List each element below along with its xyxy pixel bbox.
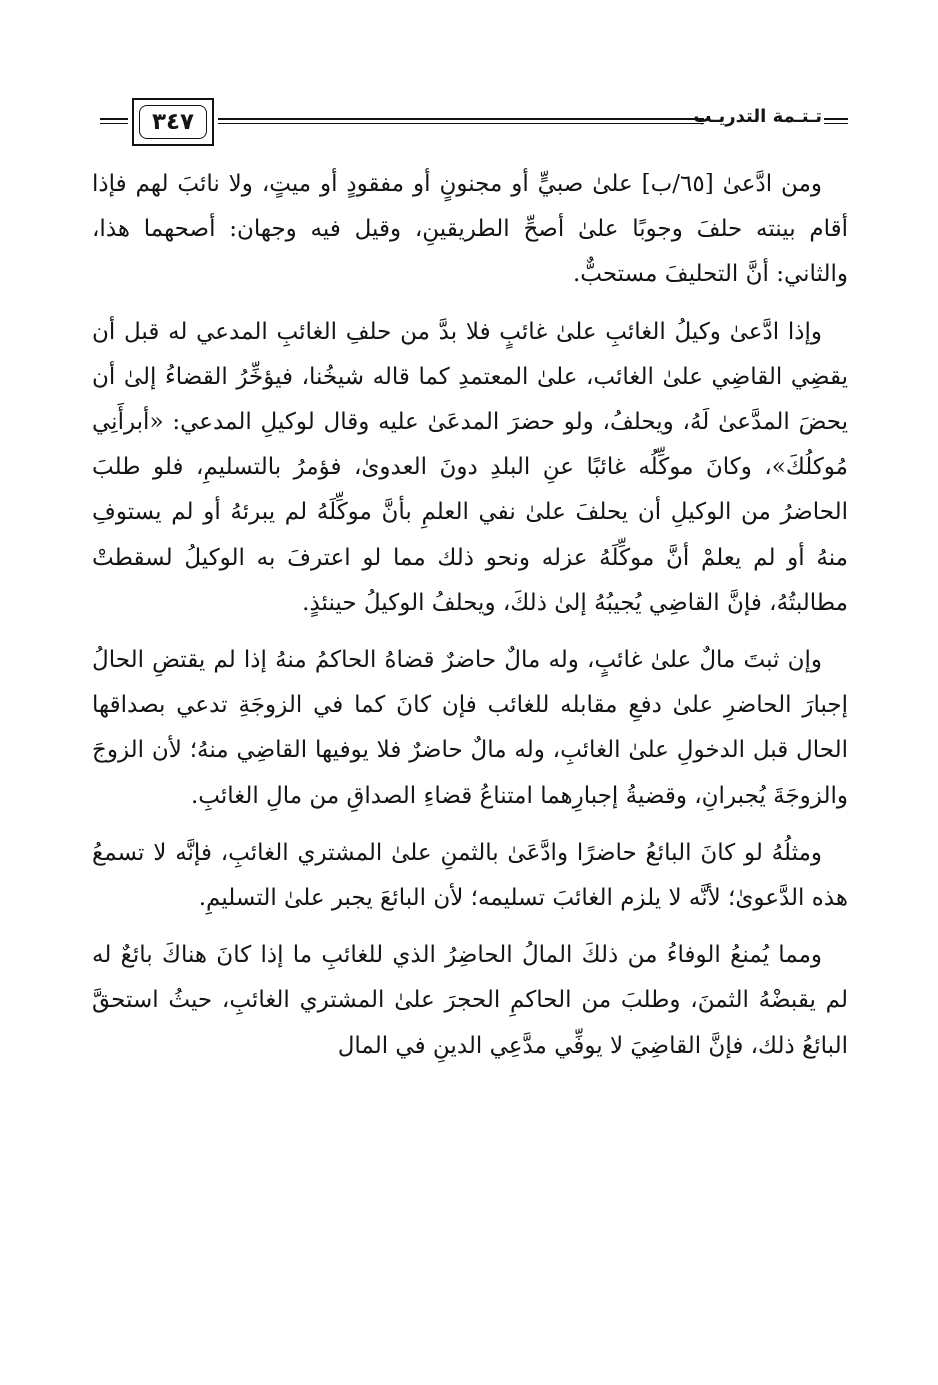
- paragraph: وإن ثبتَ مالٌ علىٰ غائبٍ، وله مالٌ حاضرٌ قضاهُ الحاكمُ منهُ إذا لم يقتضِ الحالُ إجبارَ الحاضرِ علىٰ دفعِ مقابله للغائب فإن كانَ كما في الزوجَةِ تدعي بصداقها الحال قبل الدخولِ علىٰ الغائبِ، وله مالٌ حاضرٌ فلا يوفيها القاضِي منهُ؛ لأن الزوجَ والزوجَةَ يُجبرانِ، وقضيةُ إجبارِهما امتناعُ قضاءِ الصداقِ من مالِ الغائبِ.: [92, 647, 848, 809]
- paragraph: ومن ادَّعىٰ [٦٥/ب] علىٰ صبيٍّ أو مجنونٍ أو مفقودٍ أو ميتٍ، ولا نائبَ لهم فإذا أقام بينته حلفَ وجوبًا علىٰ أصحِّ الطريقينِ، وقيل فيه وجهان: أصحهما هذا، والثاني: أنَّ التحليفَ مستحبٌّ.: [92, 171, 848, 288]
- body-text: [92, 162, 848, 1081]
- paragraph: وإذا ادَّعىٰ وكيلُ الغائبِ علىٰ غائبٍ فلا بدَّ من حلفِ الغائبِ المدعي له قبل أن يقضِي القاضِي علىٰ الغائب، علىٰ المعتمدِ كما قاله شيخُنا، فيؤخِّرُ القضاءُ إلىٰ أن يحضَ المدَّعىٰ لَهُ، ويحلفُ، ولو حضرَ المدعَىٰ عليه وقال لوكيلِ المدعي: «أبرأَنِي مُوكلُكَ»، وكانَ موكِّلُه غائبًا عنِ البلدِ دونَ العدوىٰ، فؤمرُ بالتسليمِ، فلو طلبَ الحاضرُ من الوكيلِ أن يحلفَ علىٰ نفي العلمِ بأنَّ موكِّلَهُ لم يبرئهُ أو لم يستوفِ منهُ أو لم يعلمْ أنَّ موكِّلَهُ عزله ونحو ذلك مما لو اعترفَ به الوكيلُ لسقطتْ مطالبتُهُ، فإنَّ القاضِي يُجيبُهُ إلىٰ ذلكَ، ويحلفُ الوكيلُ حينئذٍ.: [92, 318, 848, 616]
- header-rule-right: [824, 118, 848, 124]
- header-rule-middle: [218, 118, 704, 124]
- running-title: تـتـمة التدريـب: [693, 106, 822, 127]
- paragraph: ومثلُهُ لو كانَ البائعُ حاضرًا وادَّعَىٰ بالثمنِ علىٰ المشتري الغائبِ، فإنَّه لا تسمعُ هذه الدَّعوىٰ؛ لأنَّه لا يلزم الغائبَ تسليمه؛ لأن البائعَ يجبر علىٰ التسليمِ.: [92, 839, 848, 912]
- header-rule-left: [100, 118, 128, 124]
- page-number-frame: [132, 98, 214, 146]
- paragraph: ومما يُمنعُ الوفاءُ من ذلكَ المالُ الحاضِرُ الذي للغائبِ ما إذا كانَ هناكَ بائعٌ له لم يقبضْهُ الثمنَ، وطلبَ من الحاكمِ الحجرَ علىٰ المشتري الغائبِ، حيثُ استحقَّ البائعُ ذلك، فإنَّ القاضِيَ لا يوفِّي مدَّعِي الدينِ في المال: [92, 942, 848, 1059]
- page-number: ٣٤٧: [139, 105, 207, 139]
- page-header: [100, 92, 848, 154]
